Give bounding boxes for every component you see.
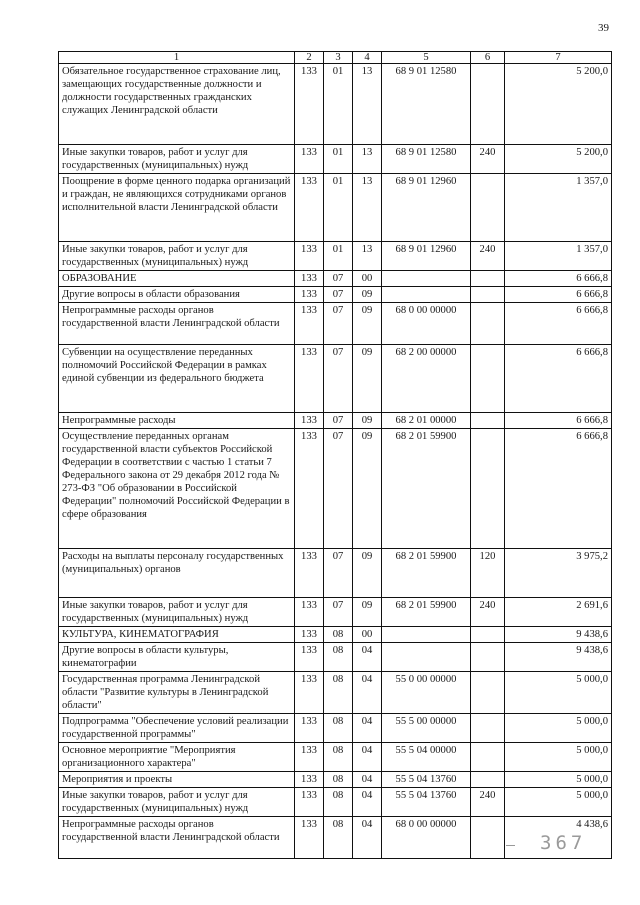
ministry-code-cell: 133: [295, 271, 324, 287]
section-code-cell: 07: [324, 549, 353, 598]
expense-type-cell: 240: [471, 788, 505, 817]
table-row: [59, 174, 612, 242]
header-row: [59, 52, 612, 64]
amount-cell: 6 666,8: [505, 287, 612, 303]
page-number: 39: [598, 22, 609, 34]
row-name-cell: Основное мероприятие "Мероприятия организационного характера": [59, 743, 295, 772]
page-stamp: 367: [540, 832, 587, 854]
target-article-cell: 68 0 00 00000: [382, 303, 471, 345]
amount-cell: 9 438,6: [505, 643, 612, 672]
expense-type-cell: [471, 413, 505, 429]
section-code-cell: 07: [324, 303, 353, 345]
expense-type-cell: [471, 287, 505, 303]
section-code-cell: 08: [324, 743, 353, 772]
expense-type-cell: [471, 303, 505, 345]
amount-cell: 5 000,0: [505, 788, 612, 817]
section-code-cell: 08: [324, 788, 353, 817]
section-code-cell: 07: [324, 345, 353, 413]
ministry-code-cell: 133: [295, 242, 324, 271]
table-row: [59, 413, 612, 429]
table-row: [59, 627, 612, 643]
ministry-code-cell: 133: [295, 714, 324, 743]
row-name-cell: Обязательное государственное страхование лиц, замещающих государственные должности и должности государственных гражданских служащих Ленинградской области: [59, 64, 295, 145]
ministry-code-cell: 133: [295, 788, 324, 817]
amount-cell: 5 000,0: [505, 772, 612, 788]
subsection-code-cell: 09: [353, 598, 382, 627]
section-code-cell: 01: [324, 174, 353, 242]
section-code-cell: 08: [324, 643, 353, 672]
table-row: [59, 303, 612, 345]
amount-cell: 6 666,8: [505, 429, 612, 549]
row-name-cell: Непрограммные расходы органов государственной власти Ленинградской области: [59, 303, 295, 345]
expense-type-cell: 120: [471, 549, 505, 598]
section-code-cell: 08: [324, 817, 353, 859]
row-name-cell: Расходы на выплаты персоналу государственных (муниципальных) органов: [59, 549, 295, 598]
amount-cell: 2 691,6: [505, 598, 612, 627]
expense-type-cell: 240: [471, 598, 505, 627]
expense-type-cell: [471, 64, 505, 145]
target-article-cell: 55 5 00 00000: [382, 714, 471, 743]
target-article-cell: 68 2 01 59900: [382, 429, 471, 549]
subsection-code-cell: 04: [353, 788, 382, 817]
expense-type-cell: [471, 345, 505, 413]
amount-cell: 5 000,0: [505, 743, 612, 772]
subsection-code-cell: 13: [353, 145, 382, 174]
expense-type-cell: [471, 672, 505, 714]
ministry-code-cell: 133: [295, 549, 324, 598]
amount-cell: 6 666,8: [505, 345, 612, 413]
row-name-cell: Осуществление переданных органам государственной власти субъектов Российской Федерации в соответствии с частью 1 статьи 7 Федерального закона от 29 декабря 2012 года № 273-ФЗ "Об образовании в Российской Федерации" полномочий Российской Федерации в сфере образования: [59, 429, 295, 549]
expense-type-cell: [471, 817, 505, 859]
row-name-cell: Непрограммные расходы органов государственной власти Ленинградской области: [59, 817, 295, 859]
table-row: [59, 549, 612, 598]
ministry-code-cell: 133: [295, 64, 324, 145]
column-header: 3: [324, 52, 353, 64]
amount-cell: 5 000,0: [505, 714, 612, 743]
amount-cell: 5 200,0: [505, 145, 612, 174]
amount-cell: 6 666,8: [505, 413, 612, 429]
expense-type-cell: 240: [471, 242, 505, 271]
column-header: 6: [471, 52, 505, 64]
table-row: [59, 772, 612, 788]
table-row: [59, 643, 612, 672]
column-header: 2: [295, 52, 324, 64]
target-article-cell: [382, 287, 471, 303]
subsection-code-cell: 13: [353, 242, 382, 271]
target-article-cell: 55 5 04 13760: [382, 772, 471, 788]
target-article-cell: 68 9 01 12960: [382, 242, 471, 271]
table-row: [59, 242, 612, 271]
target-article-cell: [382, 643, 471, 672]
ministry-code-cell: 133: [295, 743, 324, 772]
subsection-code-cell: 04: [353, 743, 382, 772]
target-article-cell: 55 5 04 00000: [382, 743, 471, 772]
amount-cell: 1 357,0: [505, 242, 612, 271]
table-row: [59, 429, 612, 549]
row-name-cell: Непрограммные расходы: [59, 413, 295, 429]
amount-cell: 6 666,8: [505, 271, 612, 287]
expense-type-cell: 240: [471, 145, 505, 174]
section-code-cell: 08: [324, 627, 353, 643]
subsection-code-cell: 04: [353, 772, 382, 788]
subsection-code-cell: 04: [353, 643, 382, 672]
amount-cell: 3 975,2: [505, 549, 612, 598]
subsection-code-cell: 09: [353, 345, 382, 413]
section-code-cell: 07: [324, 271, 353, 287]
target-article-cell: 55 5 04 13760: [382, 788, 471, 817]
row-name-cell: Подпрограмма "Обеспечение условий реализации государственной программы": [59, 714, 295, 743]
column-header: 1: [59, 52, 295, 64]
ministry-code-cell: 133: [295, 672, 324, 714]
row-name-cell: Иные закупки товаров, работ и услуг для государственных (муниципальных) нужд: [59, 242, 295, 271]
subsection-code-cell: 09: [353, 413, 382, 429]
section-code-cell: 08: [324, 714, 353, 743]
table-row: [59, 345, 612, 413]
expense-type-cell: [471, 743, 505, 772]
ministry-code-cell: 133: [295, 772, 324, 788]
table-row: [59, 287, 612, 303]
table-row: [59, 788, 612, 817]
section-code-cell: 08: [324, 672, 353, 714]
table-row: [59, 672, 612, 714]
table-row: [59, 598, 612, 627]
section-code-cell: 07: [324, 287, 353, 303]
expense-type-cell: [471, 627, 505, 643]
section-code-cell: 01: [324, 145, 353, 174]
subsection-code-cell: 00: [353, 271, 382, 287]
row-name-cell: Субвенции на осуществление переданных полномочий Российской Федерации в рамках единой субвенции из федерального бюджета: [59, 345, 295, 413]
subsection-code-cell: 13: [353, 174, 382, 242]
amount-cell: 5 200,0: [505, 64, 612, 145]
table-row: [59, 743, 612, 772]
target-article-cell: 68 9 01 12580: [382, 145, 471, 174]
expense-type-cell: [471, 271, 505, 287]
subsection-code-cell: 00: [353, 627, 382, 643]
ministry-code-cell: 133: [295, 429, 324, 549]
row-name-cell: ОБРАЗОВАНИЕ: [59, 271, 295, 287]
ministry-code-cell: 133: [295, 303, 324, 345]
budget-table: [58, 51, 612, 859]
ministry-code-cell: 133: [295, 345, 324, 413]
target-article-cell: 68 2 01 59900: [382, 598, 471, 627]
table-row: [59, 817, 612, 859]
expense-type-cell: [471, 429, 505, 549]
section-code-cell: 01: [324, 242, 353, 271]
row-name-cell: Иные закупки товаров, работ и услуг для государственных (муниципальных) нужд: [59, 598, 295, 627]
target-article-cell: [382, 271, 471, 287]
amount-cell: 4 438,6: [505, 817, 612, 859]
section-code-cell: 08: [324, 772, 353, 788]
ministry-code-cell: 133: [295, 643, 324, 672]
ministry-code-cell: 133: [295, 145, 324, 174]
subsection-code-cell: 04: [353, 672, 382, 714]
table-row: [59, 64, 612, 145]
ministry-code-cell: 133: [295, 413, 324, 429]
subsection-code-cell: 04: [353, 714, 382, 743]
target-article-cell: [382, 627, 471, 643]
amount-cell: 5 000,0: [505, 672, 612, 714]
row-name-cell: КУЛЬТУРА, КИНЕМАТОГРАФИЯ: [59, 627, 295, 643]
subsection-code-cell: 13: [353, 64, 382, 145]
subsection-code-cell: 09: [353, 429, 382, 549]
pen-dash: [506, 845, 515, 846]
amount-cell: 1 357,0: [505, 174, 612, 242]
target-article-cell: 68 9 01 12960: [382, 174, 471, 242]
row-name-cell: Поощрение в форме ценного подарка организаций и граждан, не являющихся сотрудниками органов исполнительной власти Ленинградской области: [59, 174, 295, 242]
ministry-code-cell: 133: [295, 287, 324, 303]
subsection-code-cell: 04: [353, 817, 382, 859]
subsection-code-cell: 09: [353, 549, 382, 598]
row-name-cell: Государственная программа Ленинградской области "Развитие культуры в Ленинградской области": [59, 672, 295, 714]
row-name-cell: Мероприятия и проекты: [59, 772, 295, 788]
column-header: 7: [505, 52, 612, 64]
ministry-code-cell: 133: [295, 174, 324, 242]
ministry-code-cell: 133: [295, 817, 324, 859]
section-code-cell: 07: [324, 598, 353, 627]
amount-cell: 9 438,6: [505, 627, 612, 643]
expense-type-cell: [471, 174, 505, 242]
target-article-cell: 68 2 00 00000: [382, 345, 471, 413]
expense-type-cell: [471, 643, 505, 672]
ministry-code-cell: 133: [295, 627, 324, 643]
row-name-cell: Другие вопросы в области образования: [59, 287, 295, 303]
section-code-cell: 01: [324, 64, 353, 145]
ministry-code-cell: 133: [295, 598, 324, 627]
expense-type-cell: [471, 772, 505, 788]
target-article-cell: 68 9 01 12580: [382, 64, 471, 145]
target-article-cell: 55 0 00 00000: [382, 672, 471, 714]
column-header: 4: [353, 52, 382, 64]
table-row: [59, 145, 612, 174]
section-code-cell: 07: [324, 429, 353, 549]
column-header: 5: [382, 52, 471, 64]
table-row: [59, 271, 612, 287]
subsection-code-cell: 09: [353, 287, 382, 303]
target-article-cell: 68 2 01 00000: [382, 413, 471, 429]
row-name-cell: Иные закупки товаров, работ и услуг для государственных (муниципальных) нужд: [59, 788, 295, 817]
target-article-cell: 68 2 01 59900: [382, 549, 471, 598]
table-row: [59, 714, 612, 743]
row-name-cell: Другие вопросы в области культуры, кинематографии: [59, 643, 295, 672]
amount-cell: 6 666,8: [505, 303, 612, 345]
target-article-cell: 68 0 00 00000: [382, 817, 471, 859]
expense-type-cell: [471, 714, 505, 743]
section-code-cell: 07: [324, 413, 353, 429]
subsection-code-cell: 09: [353, 303, 382, 345]
row-name-cell: Иные закупки товаров, работ и услуг для государственных (муниципальных) нужд: [59, 145, 295, 174]
